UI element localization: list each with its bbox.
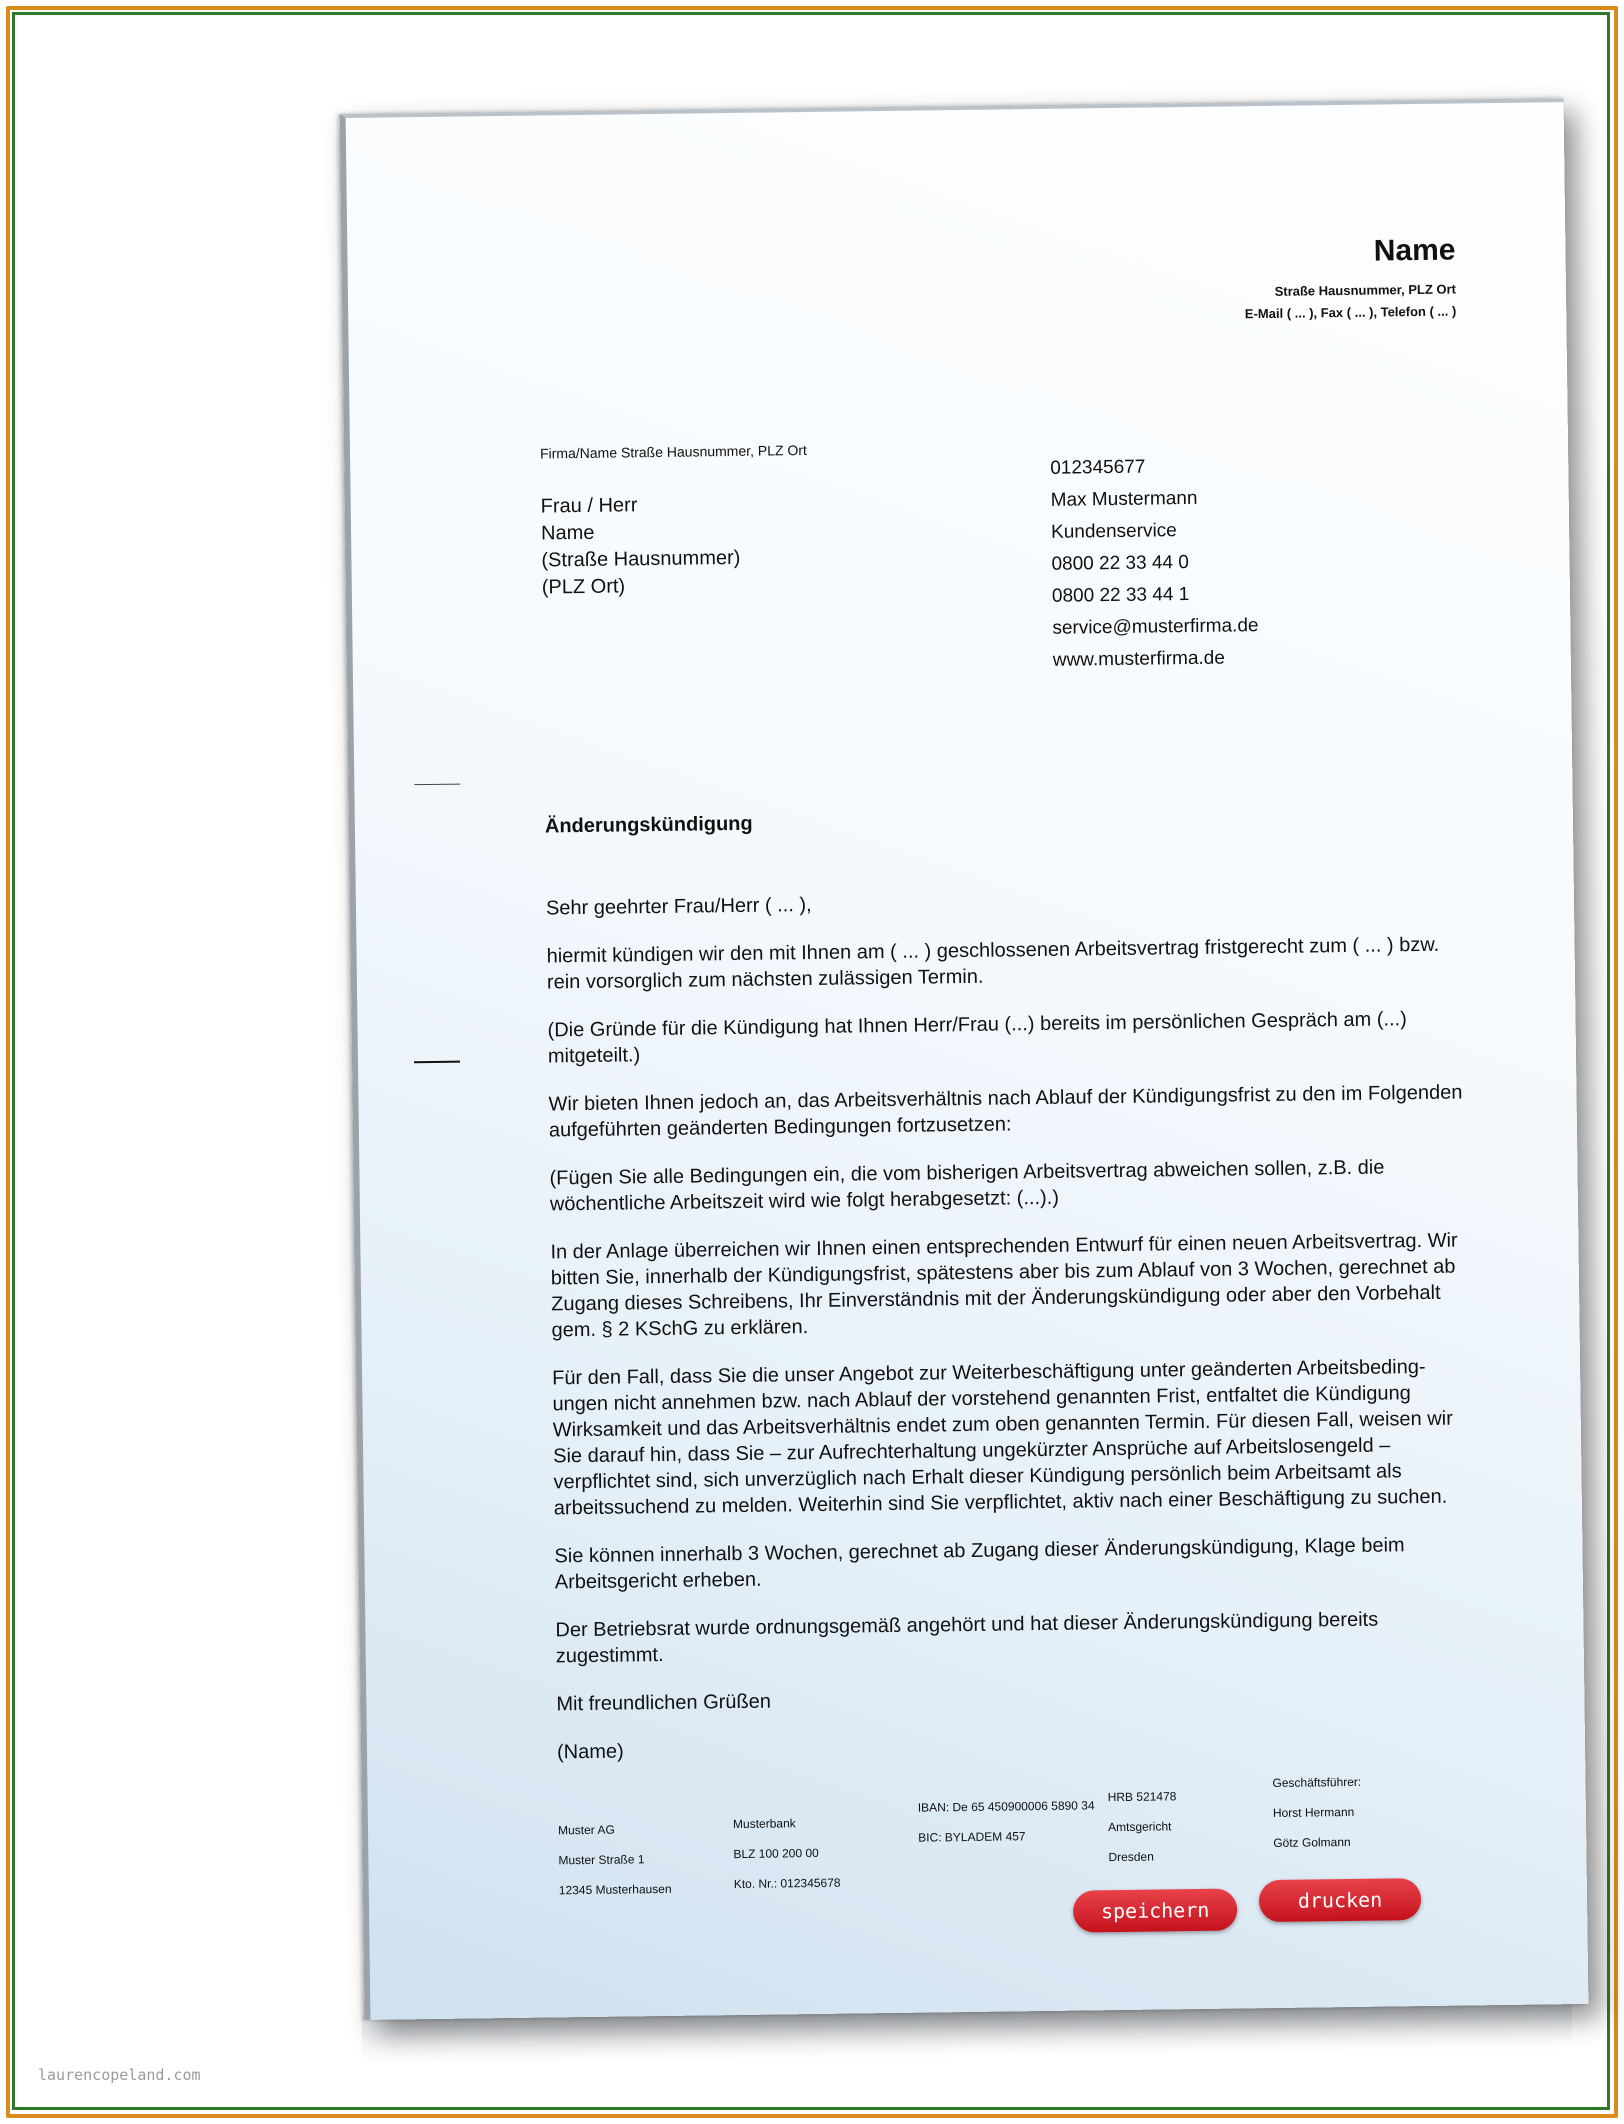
fold-mark-middle bbox=[414, 1061, 460, 1064]
recipient-line: Name bbox=[540, 521, 595, 545]
footer-iban bbox=[918, 1790, 1096, 1852]
closing: Mit freundlichen Grüßen bbox=[556, 1690, 772, 1716]
footer-register bbox=[1107, 1781, 1177, 1872]
sender-address: Straße Hausnummer, PLZ Ort bbox=[1274, 281, 1457, 299]
save-button[interactable]: speichern bbox=[1073, 1888, 1238, 1932]
recipient-line: (Straße Hausnummer) bbox=[541, 546, 741, 572]
footer-line: Dresden bbox=[1108, 1849, 1154, 1865]
paragraph: Der Betriebsrat wurde ordnungsgemäß angehört und hat dieser Änderungskündigung bereits zugestimmt. bbox=[555, 1608, 1379, 1668]
footer-line: IBAN: De 65 450900006 5890 34 bbox=[917, 1798, 1095, 1815]
contact-block bbox=[1050, 450, 1259, 677]
footer-line: Kto. Nr.: 012345678 bbox=[733, 1875, 841, 1892]
sender-contact: E-Mail ( ... ), Fax ( ... ), Telefon ( ... ) bbox=[1244, 303, 1457, 322]
footer-bank bbox=[733, 1808, 841, 1899]
paragraph: (Fügen Sie alle Bedingungen ein, die vom bisherigen Arbeitsvertrag abweichen sollen, z.B. die wöchentliche Arbeitszeit wird wie folgt herabgesetzt: (...).) bbox=[549, 1156, 1385, 1216]
footer-management bbox=[1272, 1767, 1362, 1858]
recipient-block bbox=[541, 491, 741, 602]
contact-line: service@musterfirma.de bbox=[1052, 615, 1259, 639]
footer-line: HRB 521478 bbox=[1107, 1789, 1177, 1805]
footer-line: BIC: BYLADEM 457 bbox=[918, 1829, 1026, 1845]
footer-line: Muster AG bbox=[557, 1822, 615, 1838]
subject-line: Änderungskündigung bbox=[544, 812, 753, 838]
print-button[interactable]: drucken bbox=[1259, 1878, 1422, 1922]
contact-line: 0800 22 33 44 1 bbox=[1051, 584, 1190, 607]
footer-company bbox=[558, 1814, 672, 1905]
footer-line: Geschäftsführer: bbox=[1272, 1774, 1362, 1791]
recipient-line: (PLZ Ort) bbox=[541, 575, 626, 599]
paragraph: Wir bieten Ihnen jedoch an, das Arbeitsverhältnis nach Ablauf der Kündigungsfrist zu den im Folgenden aufgeführten geänderten Bedingungen fortzusetzen: bbox=[548, 1081, 1463, 1142]
contact-line: 012345677 bbox=[1050, 456, 1146, 479]
sender-name: Name bbox=[1373, 233, 1456, 268]
footer-line: Muster Straße 1 bbox=[558, 1852, 645, 1868]
footer-line: Musterbank bbox=[732, 1816, 796, 1832]
letter-body bbox=[546, 883, 1478, 1787]
contact-line: Kundenservice bbox=[1050, 520, 1177, 543]
fold-mark-top bbox=[414, 784, 460, 786]
paragraph: hiermit kündigen wir den mit Ihnen am ( ... ) geschlossenen Arbeitsvertrag fristgerecht zum ( ... ) bzw. rein vorsorglich zum nächsten zulässigen Termin. bbox=[546, 933, 1440, 994]
footer-line: BLZ 100 200 00 bbox=[733, 1845, 819, 1862]
signature: (Name) bbox=[556, 1740, 624, 1764]
contact-line: 0800 22 33 44 0 bbox=[1051, 552, 1190, 575]
footer-line: Horst Hermann bbox=[1272, 1804, 1355, 1821]
paragraph: Für den Fall, dass Sie die unser Angebot zur Weiterbeschäftigung unter geänderten Arbeitsbeding-ungen nicht annehmen bzw. nach Ablauf der vorstehend genannten Frist, entfaltet die Kündigung Wirksamkeit und das Arbeitsverhältnis endet zum oben genannten Termin. Für diesen Fall, weisen wir Sie darauf hin, dass Sie – zur Aufrechterhaltung ungekürzter Ansprüche auf Arbeitslosengeld – verpflichtet sind, sich unverzüglich nach Erhalt dieser Kündigung persönlich beim Arbeitsamt als arbeitssuchend zu melden. Weiterhin sind Sie verpflichtet, aktiv nach einer Beschäftigung zu suchen. bbox=[552, 1355, 1453, 1520]
salutation: Sehr geehrter Frau/Herr ( ... ), bbox=[545, 893, 812, 920]
footer-line: 12345 Musterhausen bbox=[558, 1881, 672, 1898]
contact-line: Max Mustermann bbox=[1050, 487, 1198, 511]
recipient-line: Frau / Herr bbox=[540, 494, 638, 518]
contact-line: www.musterfirma.de bbox=[1052, 647, 1226, 671]
letter-page bbox=[340, 98, 1589, 2020]
footer-line: Amtsgericht bbox=[1107, 1819, 1172, 1835]
footer-line: Götz Golmann bbox=[1273, 1835, 1351, 1851]
paragraph: In der Anlage überreichen wir Ihnen einen entsprechenden Entwurf für einen neuen Arbeitsvertrag. Wir bitten Sie, innerhalb der Kündigungsfrist, spätestens aber bis zum Ablauf von 3 Wochen, gerechnet ab Zugang dieses Schreibens, Ihr Einverständnis mit der Änderungskündigung oder aber den Vorbehalt gem. § 2 KSchG zu erklären. bbox=[550, 1229, 1458, 1342]
paragraph: (Die Gründe für die Kündigung hat Ihnen Herr/Frau (...) bereits im persönlichen Gespräch am (...) mitgeteilt.) bbox=[547, 1008, 1407, 1068]
return-address: Firma/Name Straße Hausnummer, PLZ Ort bbox=[539, 442, 807, 462]
paragraph: Sie können innerhalb 3 Wochen, gerechnet ab Zugang dieser Änderungskündigung, Klage beim Arbeitsgericht erheben. bbox=[554, 1534, 1405, 1594]
watermark: laurencopeland.com bbox=[38, 2066, 201, 2084]
